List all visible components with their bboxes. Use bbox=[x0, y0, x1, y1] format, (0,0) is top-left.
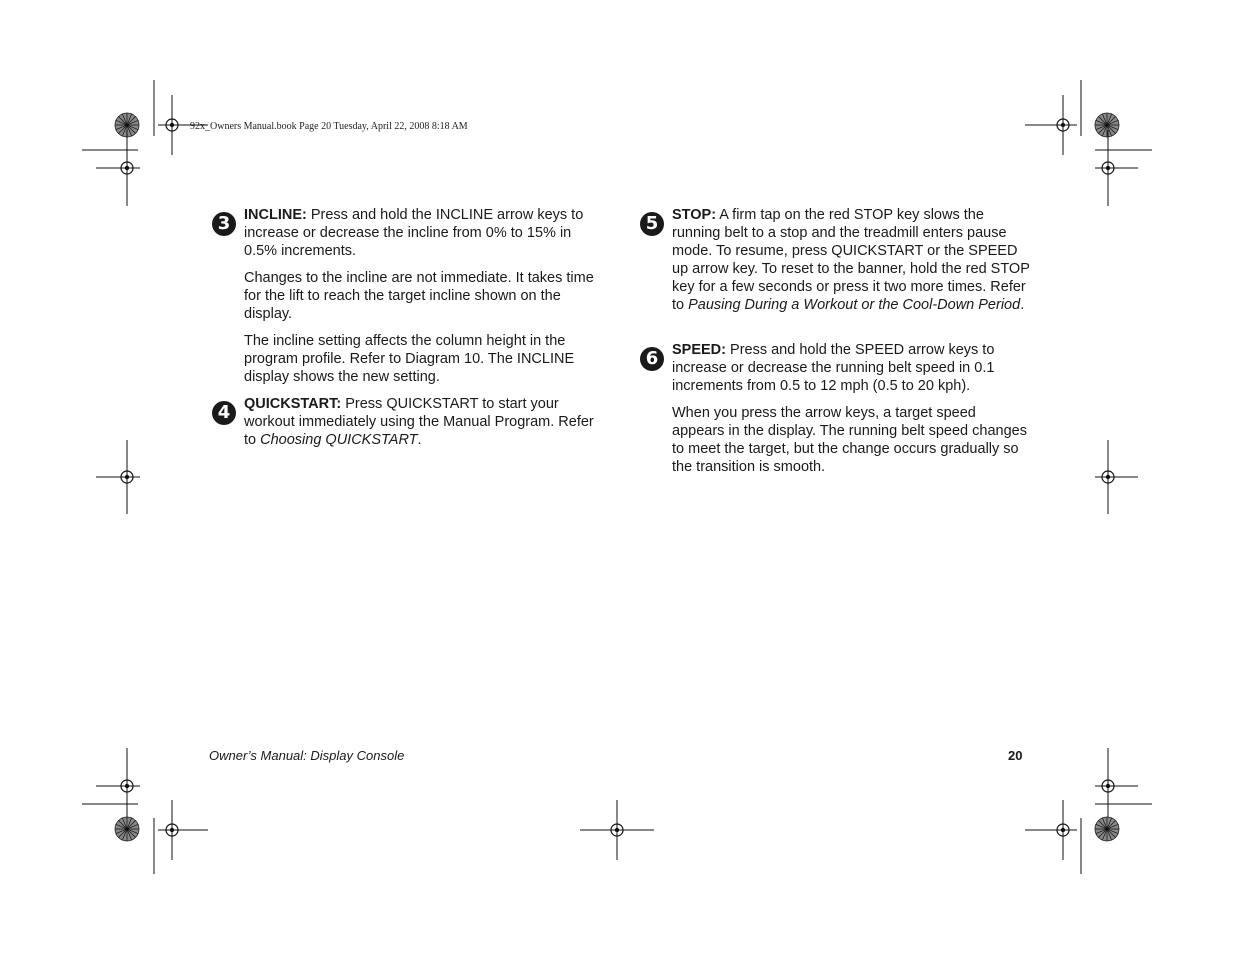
print-slug: 92x_Owners Manual.book Page 20 Tuesday, April 22, 2008 8:18 AM bbox=[190, 121, 468, 132]
item-quickstart bbox=[212, 395, 602, 458]
item-incline bbox=[212, 206, 602, 395]
footer-title: Owner’s Manual: Display Console bbox=[209, 748, 405, 763]
item-paragraph: The incline setting affects the column height in the program profile. Refer to Diagram 10. The INCLINE display shows the new setting. bbox=[244, 333, 575, 385]
page-number: 20 bbox=[1008, 748, 1023, 763]
item-body: Press QUICKSTART to start your workout immediately using the Manual Program. Refer to bbox=[244, 396, 594, 448]
item-lead-paragraph bbox=[244, 206, 602, 260]
item-text bbox=[672, 206, 1032, 314]
item-text bbox=[244, 206, 602, 386]
item-tail: . bbox=[417, 432, 422, 448]
item-stop bbox=[640, 206, 1032, 323]
item-tail: . bbox=[1020, 297, 1025, 313]
cross-reference: Pausing During a Workout or the Cool-Down Period bbox=[688, 297, 1021, 313]
item-text bbox=[244, 395, 602, 449]
item-lead: QUICKSTART: bbox=[244, 396, 342, 412]
item-body: A firm tap on the red STOP key slows the running belt to a stop and the treadmill enters pause mode. To resume, press QUICKSTART or the SPEED up arrow key. To reset to the banner, hold the red STOP key for a few seconds or press it two more times. Refer to bbox=[672, 207, 1030, 313]
number-3-icon: 3 bbox=[212, 212, 236, 236]
item-speed bbox=[640, 341, 1032, 485]
item-paragraph: When you press the arrow keys, a target speed appears in the display. The running belt speed changes to meet the target, but the change occurs gradually so the transition is smooth. bbox=[672, 405, 1027, 475]
number-6-icon: 6 bbox=[640, 347, 664, 371]
item-lead-paragraph bbox=[672, 206, 1032, 314]
item-lead: SPEED: bbox=[672, 342, 726, 358]
number-5-icon: 5 bbox=[640, 212, 664, 236]
item-body: Press and hold the INCLINE arrow keys to increase or decrease the incline from 0% to 15% in 0.5% increments. bbox=[244, 207, 584, 259]
item-lead: INCLINE: bbox=[244, 207, 307, 223]
item-lead-paragraph bbox=[672, 341, 1032, 395]
item-paragraph: Changes to the incline are not immediate. It takes time for the lift to reach the target incline shown on the display. bbox=[244, 270, 594, 322]
number-4-icon: 4 bbox=[212, 401, 236, 425]
item-body: Press and hold the SPEED arrow keys to increase or decrease the running belt speed in 0.1 increments from 0.5 to 12 mph (0.5 to 20 kph). bbox=[672, 342, 995, 394]
item-lead: STOP: bbox=[672, 207, 717, 223]
cross-reference: Choosing QUICKSTART bbox=[260, 432, 418, 448]
item-lead-paragraph bbox=[244, 395, 602, 449]
item-text bbox=[672, 341, 1032, 476]
